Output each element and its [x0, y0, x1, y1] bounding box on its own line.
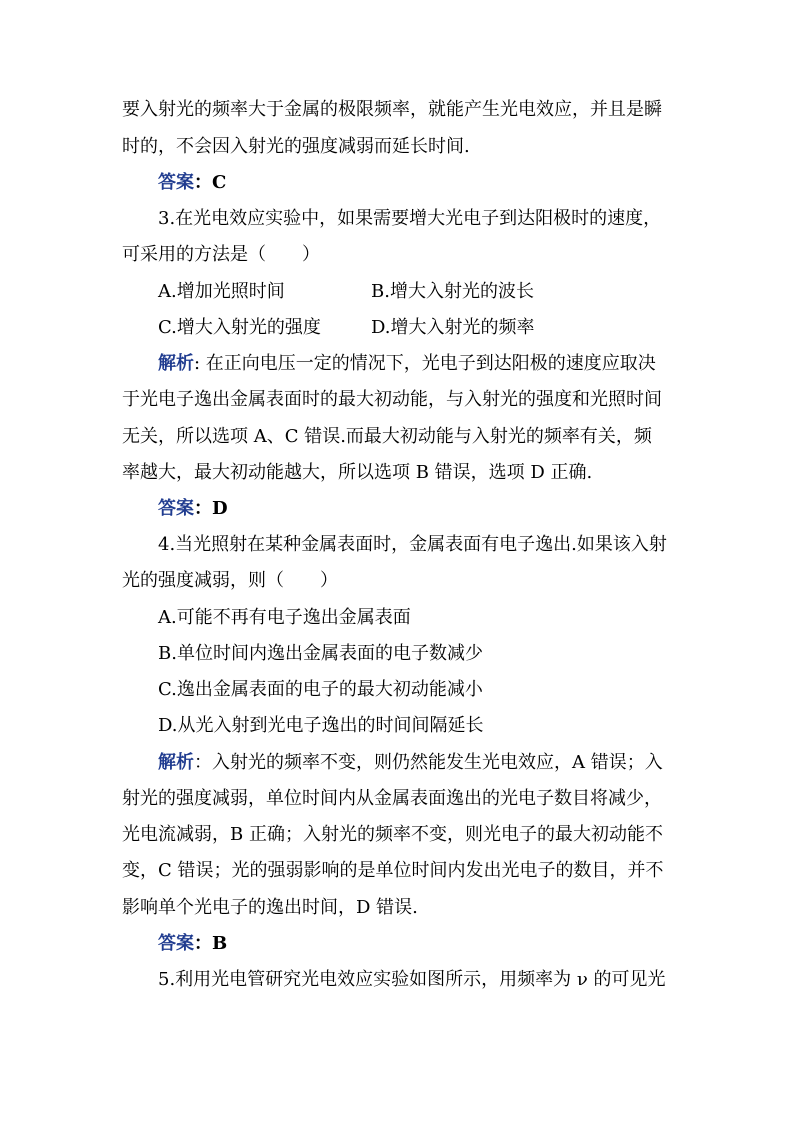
explanation-line: 变，C 错误；光的强弱影响的是单位时间内发出光电子的数目，并不: [122, 860, 664, 881]
explanation-label: 解析: [158, 353, 194, 374]
explanation-text: ：入射光的频率不变，则仍然能发生光电效应，A 错误；入: [194, 752, 663, 773]
answer-line: [158, 170, 226, 196]
explanation-line: [158, 351, 656, 377]
explanation-label: 解析: [158, 752, 194, 773]
option-c: C.增大入射光的强度: [158, 317, 321, 338]
option-d: D.从光入射到光电子逸出的时间间隔延长: [158, 715, 484, 736]
explanation-text: : 在正向电压一定的情况下，光电子到达阳极的速度应取决: [194, 353, 656, 374]
explanation-line: 射光的强度减弱，单位时间内从金属表面逸出的光电子数目将减少，: [122, 788, 662, 809]
answer-label: 答案: [158, 172, 194, 193]
question-line: 可采用的方法是（ ）: [122, 244, 320, 265]
option-d: D.增大入射光的频率: [371, 317, 535, 338]
answer-label: 答案: [158, 933, 194, 954]
option-c: C.逸出金属表面的电子的最大初动能减小: [158, 679, 483, 700]
explanation-line: 无关，所以选项 A、C 错误.而最大初动能与入射光的频率有关，频: [122, 426, 652, 447]
question-line: 光的强度减弱，则（ ）: [122, 570, 338, 591]
question-line: 4.当光照射在某种金属表面时，金属表面有电子逸出.如果该入射: [158, 534, 667, 555]
explanation-line: 影响单个光电子的逸出时间，D 错误.: [122, 897, 418, 918]
explanation-line: [158, 750, 663, 776]
paragraph-line: 要入射光的频率大于金属的极限频率，就能产生光电效应，并且是瞬: [122, 99, 662, 120]
question-line: 5.利用光电管研究光电效应实验如图所示，用频率为 ν 的可见光: [158, 969, 666, 990]
explanation-line: 率越大，最大初动能越大，所以选项 B 错误，选项 D 正确.: [122, 462, 593, 483]
answer-label: 答案: [158, 498, 194, 519]
answer-value: D: [212, 498, 228, 519]
answer-value: B: [212, 933, 228, 954]
paragraph-line: 时的，不会因入射光的强度减弱而延长时间.: [122, 136, 470, 157]
explanation-line: 于光电子逸出金属表面时的最大初动能，与入射光的强度和光照时间: [122, 389, 662, 410]
option-a: A.增加光照时间: [158, 281, 285, 302]
answer-line: [158, 496, 228, 522]
question-line: 3.在光电效应实验中，如果需要增大光电子到达阳极时的速度，: [158, 208, 662, 229]
answer-separator: ：: [194, 172, 212, 193]
explanation-line: 光电流减弱，B 正确；入射光的频率不变，则光电子的最大初动能不: [122, 824, 663, 845]
option-b: B.增大入射光的波长: [371, 281, 534, 302]
answer-value: C: [212, 172, 227, 193]
answer-separator: ：: [194, 498, 212, 519]
option-b: B.单位时间内逸出金属表面的电子数减少: [158, 643, 483, 664]
option-a: A.可能不再有电子逸出金属表面: [158, 607, 411, 628]
answer-separator: ：: [194, 933, 212, 954]
answer-line: [158, 931, 227, 957]
